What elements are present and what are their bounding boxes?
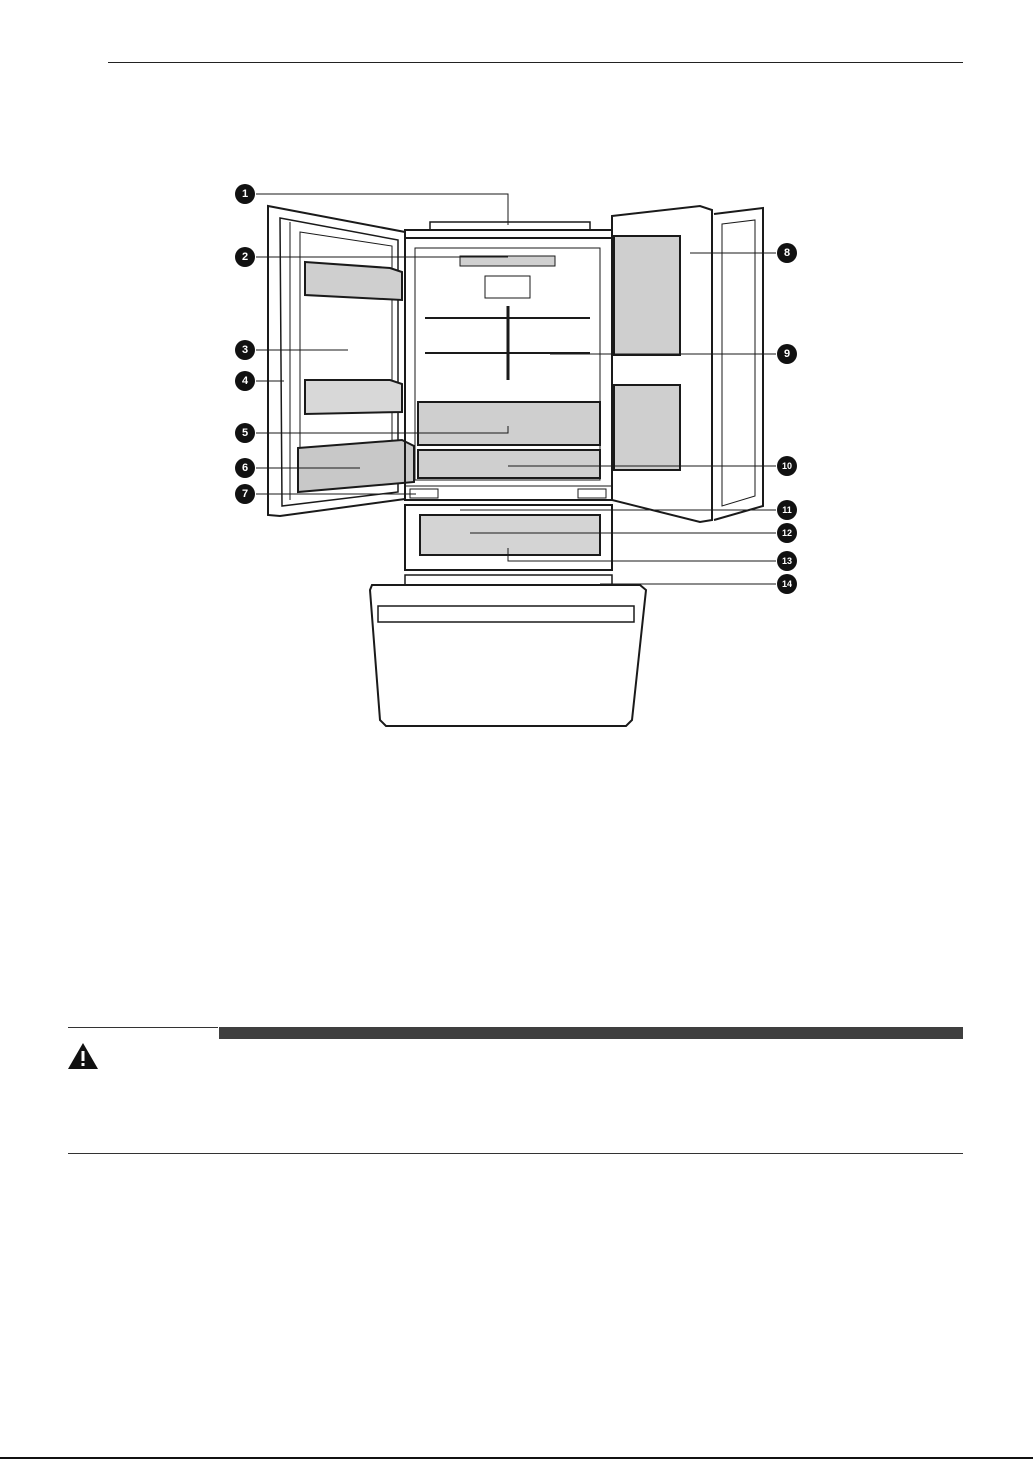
svg-text:6: 6 [241, 462, 249, 474]
left-door-bin-bottom [298, 440, 414, 492]
callout-1 [235, 184, 255, 204]
crisper-drawer-lower [418, 450, 600, 478]
callout-9 [777, 344, 797, 364]
svg-text:1: 1 [241, 188, 249, 200]
callout-3 [235, 340, 255, 360]
callout-10 [777, 456, 797, 476]
callout-4 [235, 371, 255, 391]
svg-text:10: 10 [781, 461, 793, 471]
right-door-bin-bottom [614, 385, 680, 470]
callout-14 [777, 574, 797, 594]
callout-8 [777, 243, 797, 263]
left-door-bin-middle [305, 380, 402, 414]
freezer-handle [378, 606, 634, 622]
svg-text:9: 9 [783, 348, 791, 360]
svg-text:4: 4 [241, 375, 249, 387]
svg-text:2: 2 [241, 251, 249, 263]
section-rule-bottom [68, 1153, 963, 1154]
callout-7 [235, 484, 255, 504]
svg-text:14: 14 [781, 579, 793, 589]
svg-text:12: 12 [781, 528, 793, 538]
right-door-bin-top [614, 236, 680, 355]
warning-triangle-icon [66, 1041, 100, 1071]
crisper-drawer-upper [418, 402, 600, 445]
callout-11 [777, 500, 797, 520]
callout-12 [777, 523, 797, 543]
callout-13 [777, 551, 797, 571]
left-door-bin-top [305, 262, 402, 300]
callout-6 [235, 458, 255, 478]
svg-text:13: 13 [781, 556, 793, 566]
svg-text:5: 5 [241, 427, 249, 439]
svg-text:11: 11 [782, 505, 792, 515]
callout-5 [235, 423, 255, 443]
warning-rule-thick [219, 1027, 963, 1039]
svg-text:8: 8 [783, 247, 791, 259]
svg-text:7: 7 [241, 488, 249, 500]
glide-drawer [420, 515, 600, 555]
svg-text:3: 3 [241, 344, 249, 356]
warning-rule-thin [68, 1027, 218, 1028]
callout-2 [235, 247, 255, 267]
